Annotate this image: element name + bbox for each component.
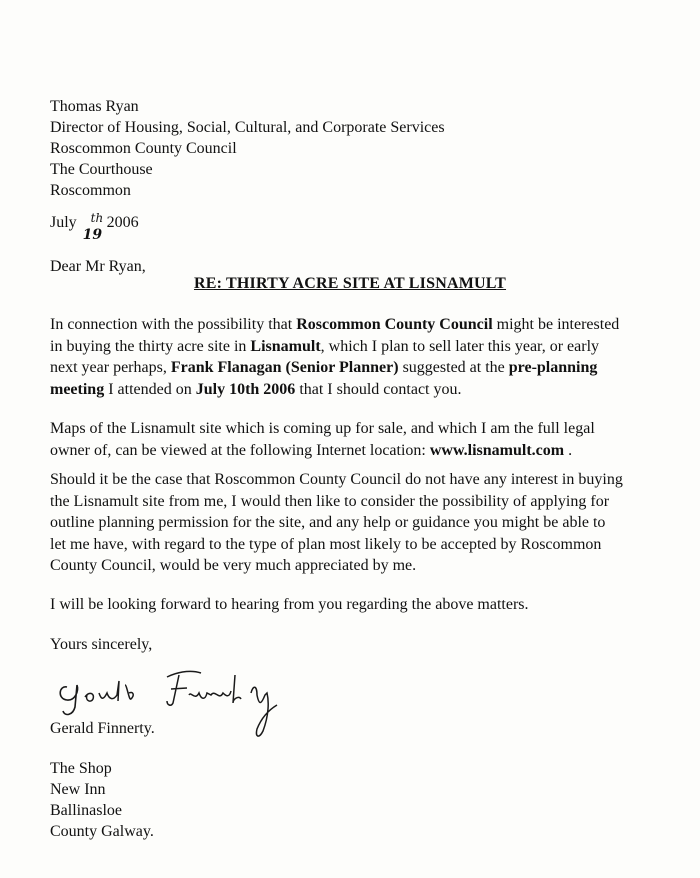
sender-line-2: New Inn bbox=[50, 781, 106, 798]
paragraph-line: next year perhaps, Frank Flanagan (Senior Planner) suggested at the pre-planning bbox=[50, 359, 598, 376]
recipient-name: Thomas Ryan bbox=[50, 98, 139, 115]
paragraph-line: the Lisnamult site from me, I would then like to consider the possibility of applying for bbox=[50, 492, 610, 510]
bold-text: www.lisnamult.com bbox=[429, 441, 565, 459]
date-day: 19 bbox=[82, 227, 103, 243]
sender-line-4: County Galway. bbox=[50, 823, 154, 840]
salutation: Dear Mr Ryan, bbox=[50, 258, 146, 275]
recipient-building: The Courthouse bbox=[50, 161, 153, 178]
paragraph-line: in buying the thirty acre site in Lisnamult, which I plan to sell later this year, or early bbox=[50, 337, 600, 355]
paragraph-line: meeting I attended on July 10th 2006 that I should contact you. bbox=[50, 380, 462, 398]
paragraph-line: County Council, would be very much appreciated by me. bbox=[50, 557, 417, 574]
paragraph-3 bbox=[50, 469, 660, 577]
paragraph-line: In connection with the possibility that Roscommon County Council might be interested bbox=[50, 316, 620, 333]
paragraph-line: I will be looking forward to hearing from you regarding the above matters. bbox=[50, 596, 529, 613]
paragraph-line: owner of, can be viewed at the following Internet location: www.lisnamult.com . bbox=[50, 441, 573, 459]
date-month: July bbox=[50, 214, 77, 231]
recipient-title: Director of Housing, Social, Cultural, and Corporate Services bbox=[50, 119, 445, 136]
bold-text: meeting bbox=[50, 380, 105, 398]
bold-text: Roscommon County Council bbox=[296, 316, 493, 333]
signatory-name: Gerald Finnerty. bbox=[50, 720, 155, 737]
sender-line-1: The Shop bbox=[50, 760, 112, 777]
paragraph-2 bbox=[50, 418, 660, 461]
bold-text: pre-planning bbox=[508, 359, 598, 376]
bold-text: July 10th 2006 bbox=[195, 380, 296, 398]
sender-line-3: Ballinasloe bbox=[50, 802, 122, 819]
recipient-address bbox=[50, 96, 445, 201]
bold-text: Frank Flanagan (Senior Planner) bbox=[170, 359, 399, 376]
paragraph-line: Should it be the case that Roscommon County Council do not have any interest in buying bbox=[50, 471, 623, 488]
recipient-organisation: Roscommon County Council bbox=[50, 140, 237, 157]
subject-line: RE: THIRTY ACRE SITE AT LISNAMULT bbox=[193, 275, 507, 292]
closing: Yours sincerely, bbox=[50, 636, 153, 653]
paragraph-line: let me have, with regard to the type of plan most likely to be accepted by Roscommon bbox=[50, 535, 602, 553]
paragraph-1 bbox=[50, 314, 660, 400]
letter-date bbox=[50, 211, 139, 243]
paragraph-4 bbox=[50, 594, 660, 616]
paragraph-line: outline planning permission for the site, and any help or guidance you might be able to bbox=[50, 514, 606, 531]
date-day-suffix: th bbox=[90, 211, 104, 225]
recipient-town: Roscommon bbox=[50, 182, 131, 199]
paragraph-line: Maps of the Lisnamult site which is coming up for sale, and which I am the full legal bbox=[50, 420, 595, 437]
date-year: 2006 bbox=[106, 214, 139, 231]
sender-address bbox=[50, 758, 154, 842]
bold-text: Lisnamult bbox=[250, 337, 321, 355]
